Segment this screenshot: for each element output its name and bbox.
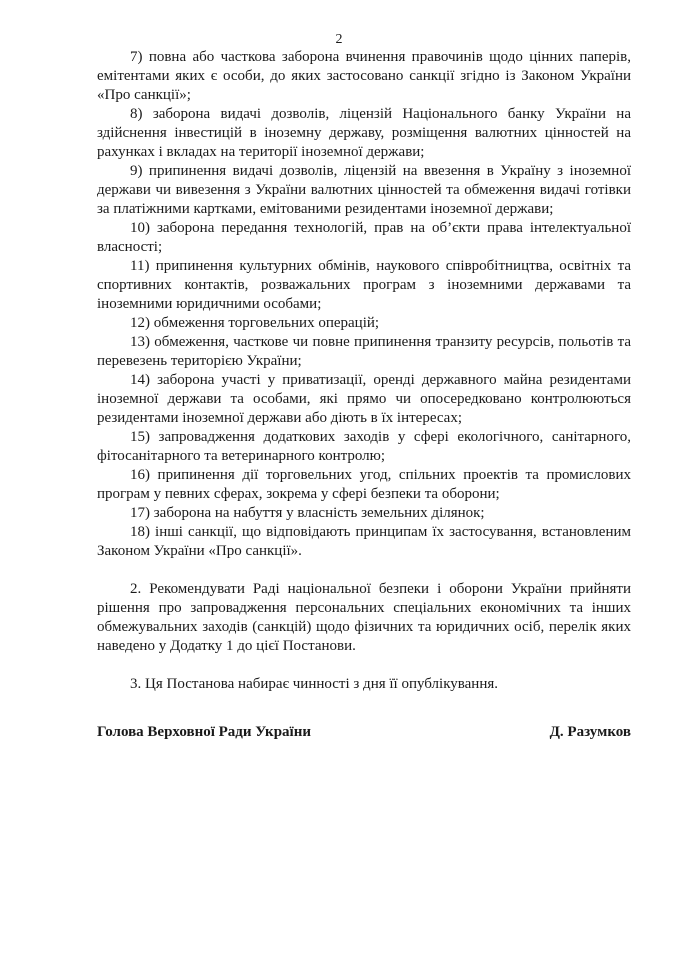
signature-block bbox=[97, 723, 631, 742]
signatory-name: Д. Разумков bbox=[549, 724, 631, 740]
sanction-item-14: 14) заборона участі у приватизації, оренді державного майна резидентами іноземної держави та особами, які прямо чи опосередковано контролюються резидентами іноземної держави або діють в їх інтересах; bbox=[97, 372, 631, 426]
sanction-item-17: 17) заборона на набуття у власність земельних ділянок; bbox=[130, 505, 485, 521]
sanction-item-11: 11) припинення культурних обмінів, наукового співробітництва, освітніх та спортивних контактів, розважальних програм з іноземними державами та іноземними юридичними особами; bbox=[97, 258, 631, 312]
resolution-point-2: 2. Рекомендувати Раді національної безпеки і оборони України прийняти рішення про запровадження персональних спеціальних економічних та інших обмежувальних заходів (санкцій) щодо фізичних та юридичних осіб, перелік яких наведено у Додатку 1 до цієї Постанови. bbox=[97, 581, 631, 654]
sanction-item-12: 12) обмеження торговельних операцій; bbox=[130, 315, 380, 331]
page-number: 2 bbox=[335, 32, 343, 47]
resolution-point-3: 3. Ця Постанова набирає чинності з дня її опублікування. bbox=[130, 676, 499, 692]
sanction-item-16: 16) припинення дії торговельних угод, спільних проектів та промислових програм у певних сферах, зокрема у сфері безпеки та оборони; bbox=[97, 467, 631, 502]
sanction-item-13: 13) обмеження, часткове чи повне припинення транзиту ресурсів, польотів та перевезень територією України; bbox=[97, 334, 631, 369]
document-body bbox=[97, 48, 631, 694]
sanction-item-7: 7) повна або часткова заборона вчинення правочинів щодо цінних паперів, емітентами яких є особи, до яких застосовано санкції згідно із Законом України «Про санкції»; bbox=[97, 49, 631, 103]
signatory-position: Голова Верховної Ради України bbox=[97, 724, 311, 740]
sanction-item-15: 15) запровадження додаткових заходів у сфері екологічного, санітарного, фітосанітарного та ветеринарного контролю; bbox=[97, 429, 631, 464]
sanction-item-9: 9) припинення видачі дозволів, ліцензій на ввезення в Україну з іноземної держави чи вивезення з України валютних цінностей та обмеження видачі готівки за платіжними картками, емітованими резидентами іноземної держави; bbox=[97, 163, 631, 217]
sanction-item-18: 18) інші санкції, що відповідають принципам їх застосування, встановленим Законом України «Про санкції». bbox=[97, 524, 631, 559]
sanction-item-10: 10) заборона передання технологій, прав на об’єкти права інтелектуальної власності; bbox=[97, 220, 631, 255]
sanction-item-8: 8) заборона видачі дозволів, ліцензій Національного банку України на здійснення інвестицій в іноземну державу, розміщення валютних цінностей на рахунках і вкладах на території іноземної держави; bbox=[97, 106, 631, 160]
